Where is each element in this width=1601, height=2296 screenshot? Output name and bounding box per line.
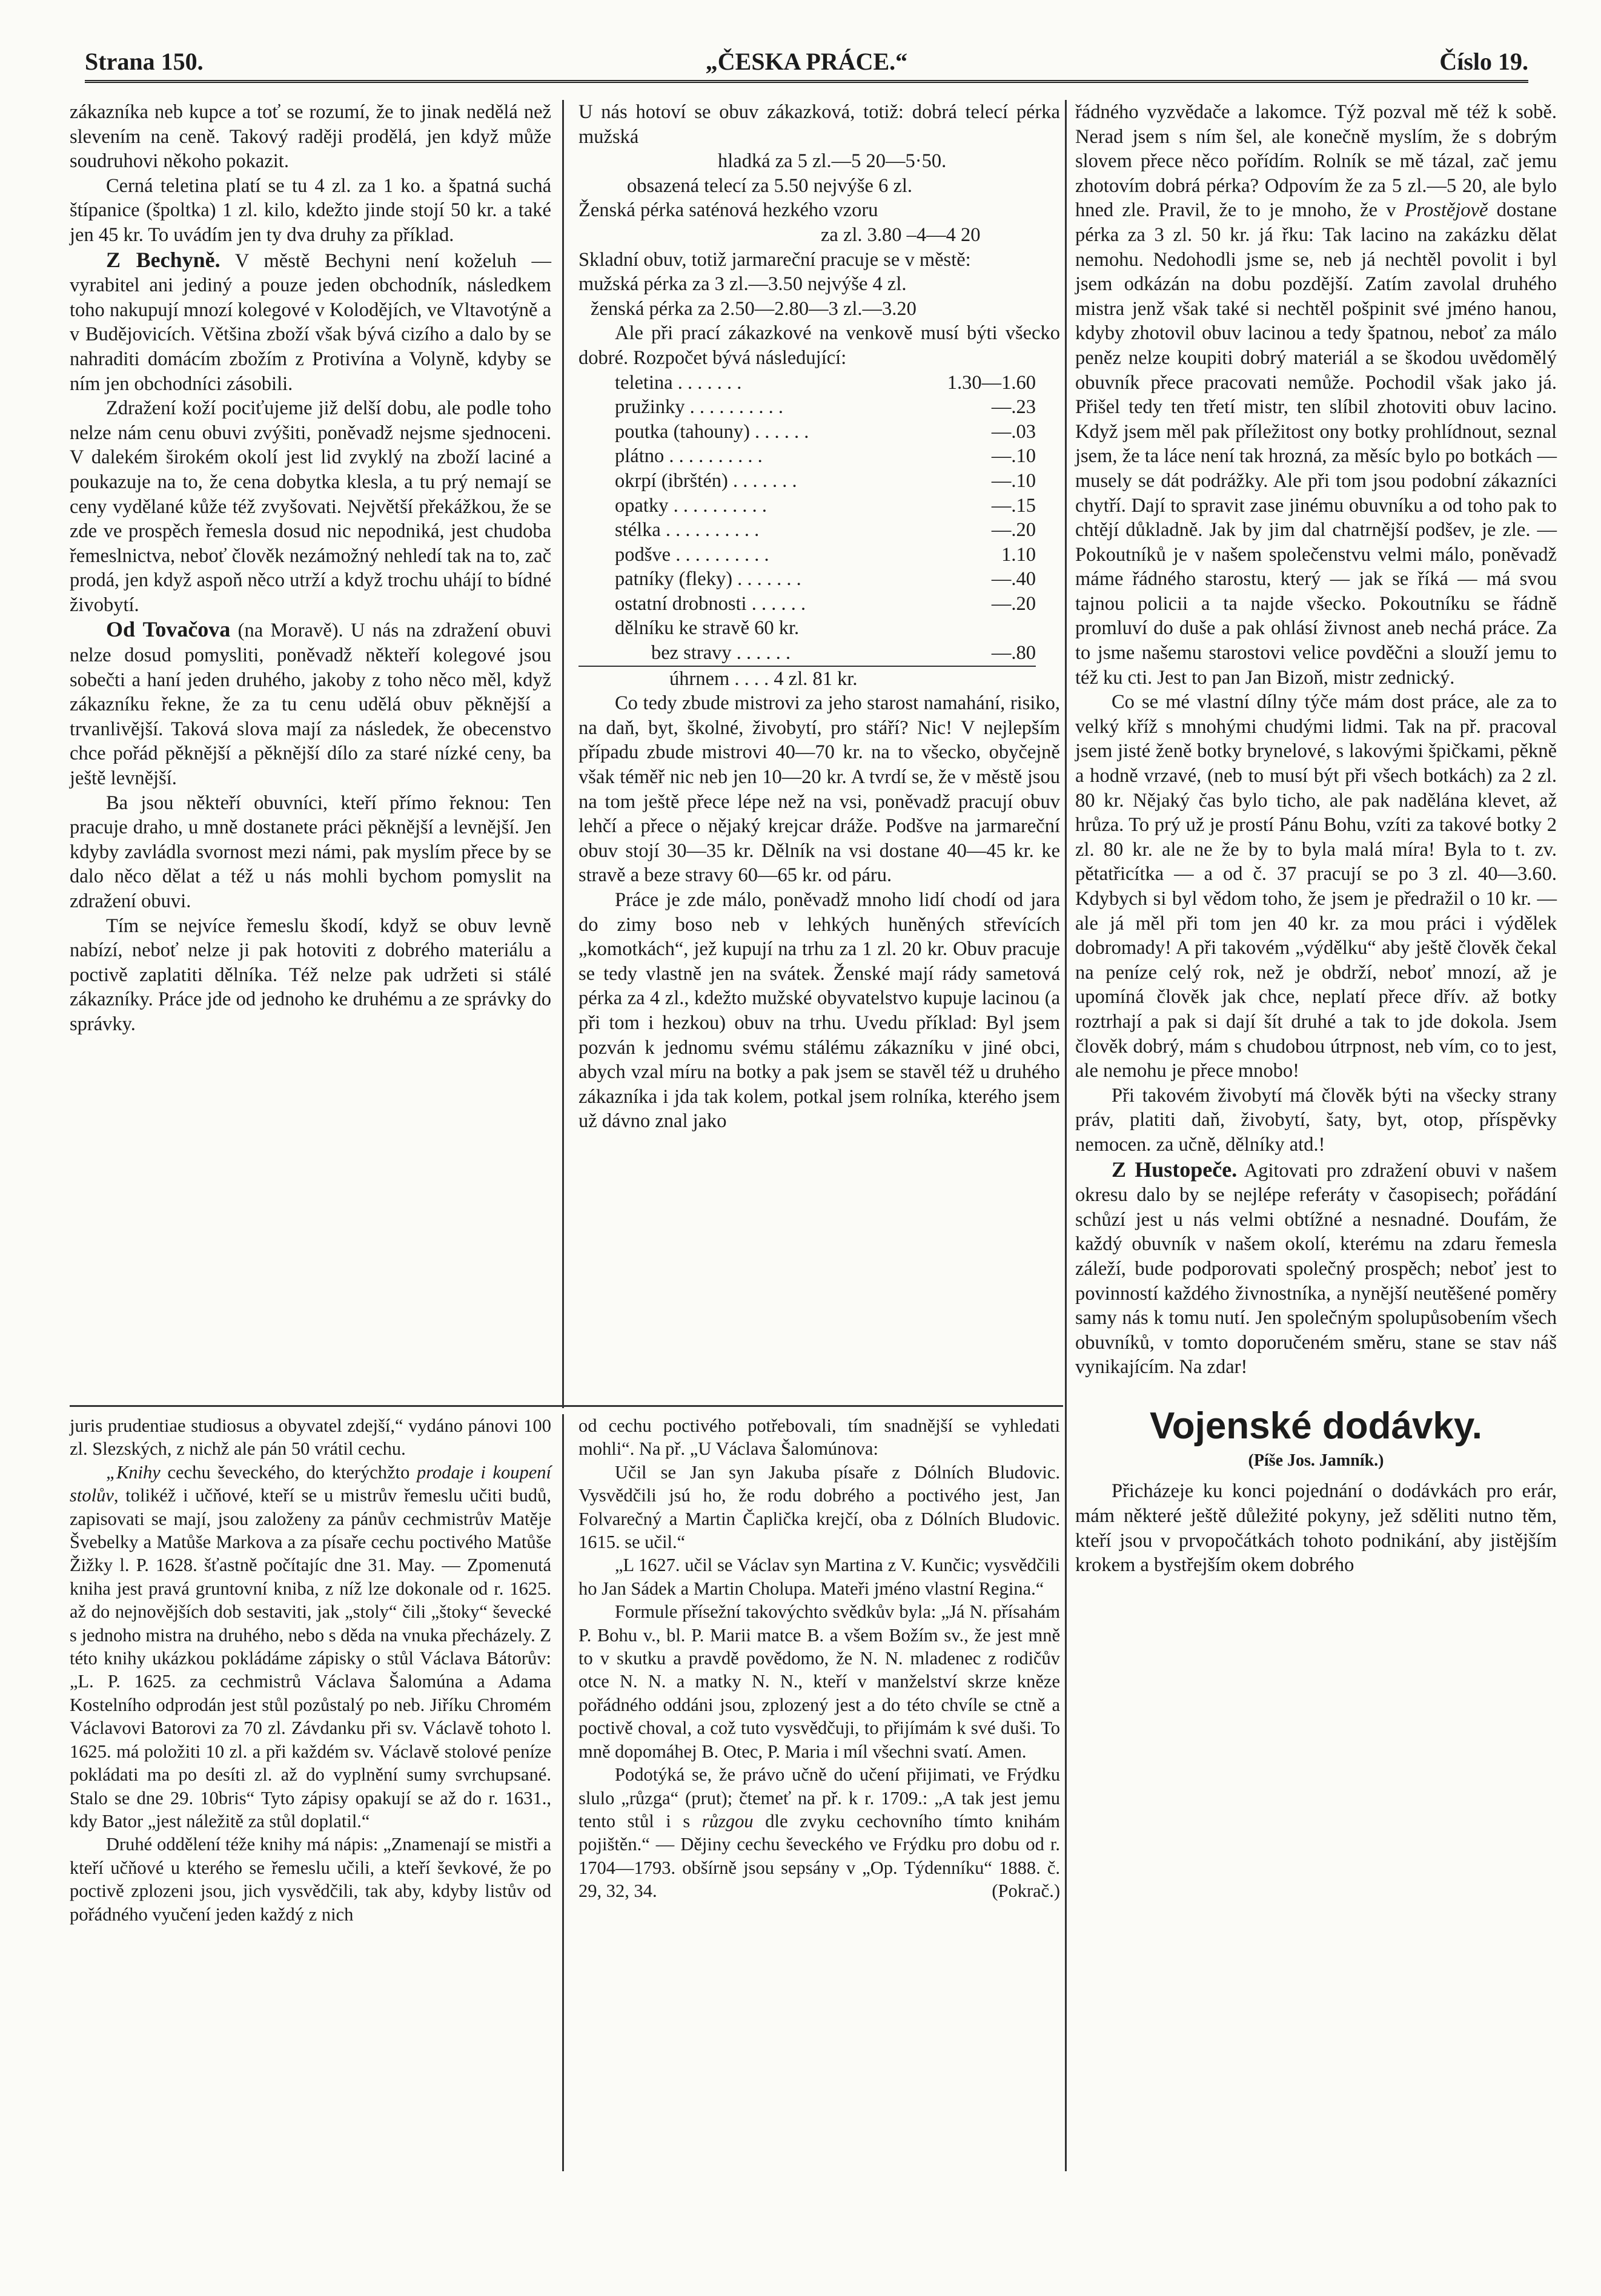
article-title: Vojenské dodávky. — [1149, 1404, 1483, 1447]
budget-row: plátno . . . . . . . . . . —.10 — [615, 445, 1036, 468]
col2-paragraph-prace: Práce je zde málo, poněvadž mnoho lidí chodí od jara do zimy boso neb v lehkých huněných střevících „komotkách“, jež kupují na trhu za 1 zl. 20 kr. Obuv pracuje se tedy vlastně jen na svátek. Ženské mají rády sametová pérka za 4 zl., kdežto mužské obyvatelstvo kupuje lacinou (a při tom i hezkou) obuv na trhu. Uvedu příklad: Byl jsem pozván k jednomu svému stálému zákazníku v jiné obci, abych vzal míru na botky a pak jsem se stavěl též u druhého zákazníka i jda tak kolem, potkal jsem rolníka, kterého jsem už dávno znal jako — [578, 889, 1060, 1133]
issue-number: Číslo 19. — [1439, 48, 1528, 75]
col1-paragraph-4: Zdražení koží pociťujeme již delší dobu, ale podle toho nelze nám cenu obuvi zvýšiti, poněvadž nejsme sjednoceni. V dalekém širokém okolí jest lid zvyklý na zboží laciné a poukazuje na to, že cena dobytka klesla, a tu prý nemají se ceny vydělané kůže též zvyšovati. Největší překážkou, že se zde ve prospěch řemesla dosud nic nepodniká, jest chudoba řemeslnictva, neboť člověk nezámožný nehledí tak na to, zač prodá, jen když aspoň něco utrží a když trochu uhájí to bídné živobytí. — [70, 397, 551, 616]
column-2 — [578, 100, 1060, 1134]
col1-paragraph-2: Cerná teletina platí se tu 4 zl. za 1 ko. a špatná suchá štípanice (špoltka) 1 zl. kilo, kdežto jinde stojí 50 kr. a také jen 45 kr. To uvádím jen ty dva druhy za příklad. — [70, 174, 551, 246]
page-number: Strana 150. — [85, 48, 204, 75]
budget-row: ostatní drobnosti . . . . . . —.20 — [615, 592, 1036, 615]
bottom1-paragraph-1: juris prudentiae studiosus a obyvatel zdejší,“ vydáno pánovi 100 zl. Slezských, z nichž ale pán 50 vrátil cechu. — [70, 1415, 551, 1460]
budget-row: opatky . . . . . . . . . . —.15 — [615, 494, 1036, 517]
header-rule — [85, 80, 1528, 83]
budget-row: poutka (tahouny) . . . . . . —.03 — [615, 420, 1036, 443]
col2-sklad-2: ženská pérka za 2.50—2.80—3 zl.—3.20 — [591, 297, 917, 320]
budget-row: bez stravy . . . . . . —.80 — [651, 642, 1036, 664]
journal-title: „ČESKA PRÁCE.“ — [705, 48, 908, 75]
budget-row: podšve . . . . . . . . . . 1.10 — [615, 543, 1036, 566]
budget-row: patníky (fleky) . . . . . . . —.40 — [615, 568, 1036, 591]
col2-ale: Ale při prací zákazkové na venkově musí býti všecko dobré. Rozpočet bývá následující: — [578, 322, 1060, 369]
budget-row: dělníku ke stravě 60 kr. — [615, 617, 800, 640]
article-author: (Píše Jos. Jamník.) — [1248, 1451, 1384, 1470]
bottom2-paragraph-5: Podotýká se, že právo učně do učení přijimati, ve Frýdku slulo „růzga“ (prut); čtemeť na př. k r. 1709.: „A tak jest jemu tento stůl i s růzgou dle zvyku cechovního tímto knihám pojištěn.“ — Dějiny cechu ševeckého ve Frýdku pro dobu od r. 1704—1793. obšírně jsou sepsány v „Op. Týdenníku“ 1888. č. 29, 32, 34. (Pokrač.) — [578, 1763, 1060, 1902]
budget-table — [578, 371, 1060, 692]
budget-row: pružinky . . . . . . . . . . —.23 — [615, 396, 1036, 419]
col2-sklad-1: mužská pérka za 3 zl.—3.50 nejvýše 4 zl. — [578, 273, 907, 296]
col2-price-2: obsazená telecí za 5.50 nejvýše 6 zl. — [627, 174, 913, 197]
budget-row: teletina . . . . . . . 1.30—1.60 — [615, 371, 1036, 394]
bottom2-paragraph-4: Formule přísežní takovýchto svědkův byla: „Já N. přísahám P. Bohu v., bl. P. Marii matce B. a všem Božím sv., že jest mně to v skutku a pravdě povědomo, že N. N. mladenec z rodičův otce N. N. a matky N. N., kteří v manželství skrze kněze pořádného oddáni jsou, zplozený jest a do této chvíle se ctně a poctivě choval, a což tuto vysvědčuji, to přijímám k své duši. To mně dopomáhej B. Otec, P. Maria i míl všechni svatí. Amen. — [578, 1601, 1060, 1762]
bottom1-paragraph-3: Druhé oddělení téže knihy má nápis: „Znamenají se mistři a kteří učňové u kterého se řemeslu učili, a kteří ševkové, že po poctivě zplozeni jsou, jich vysvědčili, tak aby, kdyby listův od pořádného vyučení jeden každý z nich — [70, 1834, 551, 1925]
col1-paragraph-1: zákazníka neb kupce a toť se rozumí, že to jinak nedělá než slevením na ceně. Takový raději prodělá, jen když může soudruhovi někoho pokazit. — [70, 101, 551, 173]
bottom1-text — [70, 1414, 551, 1926]
budget-total: úhrnem . . . . 4 zl. 81 kr. — [578, 666, 1036, 692]
col3-paragraph-2: Co se mé vlastní dílny týče mám dost práce, ale za to velký kříž s mnohými chudými lidmi. Tak na př. pracoval jsem jisté ženě botky brynelové, s lakovými špičkami, pěkně a hodně vrzavé, (neb to musí být při všech botkách) za 2 zl. 80 kr. Nějaký čas bylo ticho, ale pak nadělána klevet, až hrůza. To prý už je prostí Pánu Bohu, vzíti za takové botky 2 zl. 80 kr. ale ne že by to byla malá míra! Byla to t. zv. pětatřicítka — a od č. 37 pracují se po 3 zl. 40—3.60. Kdybych si byl vědom toho, že jsem je předražil o 10 kr. — ale já měl při tom jen 40 kr. za mou práci i výdělek dobromady! A při takovém „výdělku“ aby ještě člověk čekal na peníze celý rok, než je obdrží, neboť mnozí, až je upomíná člověk jak chce, neplatí přece dřív. až botky roztrhají a pak si dají šít druhé a tak to jde dokola. Jsem člověk dobrý, mám s chudobou útrpnost, neb vím, co to jest, ale nemohu je přece mnobo! — [1075, 691, 1557, 1082]
col2-sklad: Skladní obuv, totiž jarmareční pracuje se v městě: — [578, 248, 971, 271]
col3-subheading-hustopece: Z Hustopeče. — [1112, 1157, 1238, 1182]
bottom-column-2 — [578, 1414, 1060, 1903]
continued-note: (Pokrač.) — [992, 1881, 1060, 1902]
budget-row: okrpí (ibrštén) . . . . . . . —.10 — [615, 469, 1036, 492]
bottom-column-1 — [70, 1414, 551, 1926]
col2-price-3b: za zl. 3.80 –4—4 20 — [821, 223, 981, 246]
col1-paragraph-6: Ba jsou někteří obuvníci, kteří přímo řeknou: Ten pracuje draho, u mně dostanete práci pěknější a levnější. Jen kdyby zavládla svornost mezi námi, pak myslím přece by se dalo něco dělat a též u nás mohli bychom pomyslit na zdražení obuvi. — [70, 792, 551, 912]
col1-paragraph-5: Od Tovačova (na Moravě). U nás na zdražení obuvi nelze dosud pomysliti, poněvadž někteří kolegové jsou sobečti a haní jeden druhého, jakoby z toho něco měl, když zákazníku řekne, že za tu cenu udělá obuv pěknější a trvanlivější. Taková slova mají za následek, že obecenstvo chce pořád pěknější a pěknější dílo za staré nízké ceny, ba ještě levnější. — [70, 617, 551, 790]
col2-price-1: hladká za 5 zl.—5 20—5·50. — [718, 150, 947, 173]
page-header — [85, 42, 1528, 85]
column-3 — [1075, 100, 1557, 1578]
col1-paragraph-7: Tím se nejvíce řemeslu škodí, když se obuv levně nabízí, neboť nelze ji pak hotoviti z dobrého materiálu a poctivě zaplatiti dělníka. Též nelze pak udržeti si stálé zákazníky. Práce jde od jednoho ke druhému a ze správky do správky. — [70, 915, 551, 1035]
col2-price-3: Ženská pérka saténová hezkého vzoru — [578, 199, 878, 222]
bottom2-paragraph-1: od cechu poctivého potřebovali, tím snadnější se vyhledati mohli“. Na př. „U Václava Šalomúnova: — [578, 1415, 1060, 1460]
bottom1-paragraph-2: „Knihy cechu ševeckého, do kterýchžto prodaje i koupení stolův, tolikéž i učňové, kteří se u mistrův řemeslu učiti budů, zapisovati se mají, jsou založeny za pánův cechmistrův Matěje Švebelky a Matůše Markova a za písaře cechu poctivého Matůše Žižky l. P. 1628. šťastně počítajíc dne 31. May. — Zpomenutá kniha jest pravá gruntovní kniba, z níž lze dokonale od r. 1625. až do nejnovějších dob sestaviti, jak „stoly“ čili „štoky“ ševecké s jednoho mistra na druhého, nebo s děda na vnuka přecházely. Z této knihy ukázkou pokládáme zápisky o stůl Václava Bátorův: „L. P. 1625. za cechmistrů Václava Šalomúna a Adama Kostelního odprodán jest stůl pozůstalý po neb. Jiříku Chromém Václavovi Batorovi za 70 zl. Závdanku při sv. Václavě tohoto l. 1625. má položiti 10 zl. a při každém sv. Václavě stolové peníze pokládati ma po desíti zl. až do vyplnění sumy svrchupsané. Stalo se dne 29. 10bris“ Tyto zápisy opakují se až do r. 1631., kdy Bator „jest náležitě za stůl doplatil.“ — [70, 1461, 551, 1831]
budget-row: stélka . . . . . . . . . . —.20 — [615, 519, 1036, 541]
bottom2-text — [578, 1414, 1060, 1903]
col1-paragraph-3: Z Bechyně. V městě Bechyni není koželuh — vyrabitel ani jediný a pouze jeden obchodník, následkem toho nakupují mnozí kolegové v Kolodějích, ve Vltavotýně a v Budějovicích. Většina zboží však bývá cizího a dalo by se nahraditi domácím zbožím z Protivína a Volyně, kdyby se ním jen obchodníci zásobili. — [70, 247, 551, 395]
col2-intro: U nás hotoví se obuv zákazková, totiž: dobrá telecí pérka mužská — [578, 101, 1060, 148]
col3-paragraph-4: Z Hustopeče. Agitovati pro zdražení obuvi v našem okresu dalo by se nejlépe referáty v časopisech; pořádání schůzí jest u nás velmi obtížné a nesnadné. Doufám, že každý obuvník v našem okolí, kterému na zdaru řemesla záleží, bude podporovati společný prospěch; neboť jest to povinností každého živnostníka, a nynější neutěšené poměry samy nás k tomu nutí. Jen společným spolupůsobením všech obuvníků, v tomto doporučeném směru, stane se stav náš vynikajícím. Na zdar! — [1075, 1157, 1557, 1378]
col1-subheading-bechyne: Z Bechyně. — [106, 247, 220, 272]
bottom2-paragraph-2: Učil se Jan syn Jakuba písaře z Dólních Bludovic. Vysvědčili jsú ho, že rodu dobrého a poctivého jest, Jan Folvarečný a Martin Čaplička krejčí, oba z Dólních Bludovic. 1615. se učil.“ — [578, 1461, 1060, 1553]
bottom2-paragraph-3: „L 1627. učil se Václav syn Martina z V. Kunčic; vysvědčili ho Jan Sádek a Martin Cholupa. Mateři jméno vlastní Regina.“ — [578, 1555, 1060, 1599]
col3-paragraph-3: Při takovém živobytí má člověk býti na všecky strany práv, platiti daň, živobytí, šaty, byt, otop, příspěvky nemocen. za učně, dělníky atd.! — [1075, 1084, 1557, 1156]
col1-subheading-tovacov: Od Tovačova — [106, 617, 231, 642]
bottom-column-divider — [562, 1414, 564, 2171]
col3-paragraph-5: Přicházeje ku konci pojednání o dodávkách pro erár, mám některé ještě důležité pokyny, jež sděliti nutno těm, kteří jsou v prvopočátkách tohoto podnikání, aby jistějším krokem a bystřejším okem dobrého — [1075, 1480, 1557, 1576]
section-divider — [70, 1405, 1063, 1407]
column-divider-2 — [1065, 100, 1067, 2171]
col2-paragraph-co: Co tedy zbude mistrovi za jeho starost namahání, risiko, na daň, byt, školné, živobytí, pro stáří? Nic! V nejlepším případu zbude mistrovi 40—70 kr. na to všecko, obyčejně však téměř nic neb jen 10—20 kr. A tvrdí se, že v městě jsou na tom ještě přece lépe než na vsi, poněvadž pracují obuv lehčí a přece o nějaký krejcar dráže. Podšve na jarmareční obuv stojí 30—35 kr. Dělník na vsi dostane 40—45 kr. ke stravě a beze stravy 60—65 kr. od páru. — [578, 692, 1060, 887]
column-1 — [70, 100, 551, 1037]
column-divider-1 — [562, 100, 564, 1408]
col3-paragraph-1: řádného vyzvědače a lakomce. Týž pozval mě též k sobě. Nerad jsem s ním šel, ale konečně myslím, že s dobrým slovem přece něco pořídím. Rolník se mě tázal, zač jemu zhotovím dobrá pérka? Odpovím že za 5 zl.—5 20, ale bylo hned zle. Pravil, že to je mnoho, že v Prostějově dostane pérka za 3 zl. 50 kr. já řku: Tak lacino na zakázku dělat nemohu. Nedohodli jsme se, neb já nechtěl povolit i byl jsem odkázán na dobu pozdější. Zatím zavolal druhého mistra jenž však také si nechtěl pošpinit své jméno hanou, kdyby zhotovil obuv lacinou a tedy špatnou, neboť za málo peněz nelze koupiti dobrý materiál a se škodou uvědomělý obuvník přece pracovati nemůže. Pochodil však jako já. Přišel tedy ten třetí mistr, ten slíbil zhotoviti obuv lacino. Když jsem měl pak příležitost ony botky prohlídnout, seznal jsem, že ta láce není tak hrozná, za měsíc bylo po botkách — musely se dát podrážky. Ale při tom jsou podobní zákazníci chytří. Dají to spravit zase jinému obuvníku a od toho pak to chtějí důkladně. Jak by jim dal chatrnější podšev, je zle. — Pokoutníků je v našem společenstvu velmi málo, poněvadž máme řádného starostu, který — jak se říká — má svou tajnou policii a ta najde všecko. Pokoutníku se řádně promluví do duše a pak ohlásí živnost aneb nechá práce. Za to jsme našemu starostovi velice povděčni a slouží jemu to též ku cti. Jest to pan Jan Bizoň, mistr zednický. — [1075, 101, 1557, 689]
